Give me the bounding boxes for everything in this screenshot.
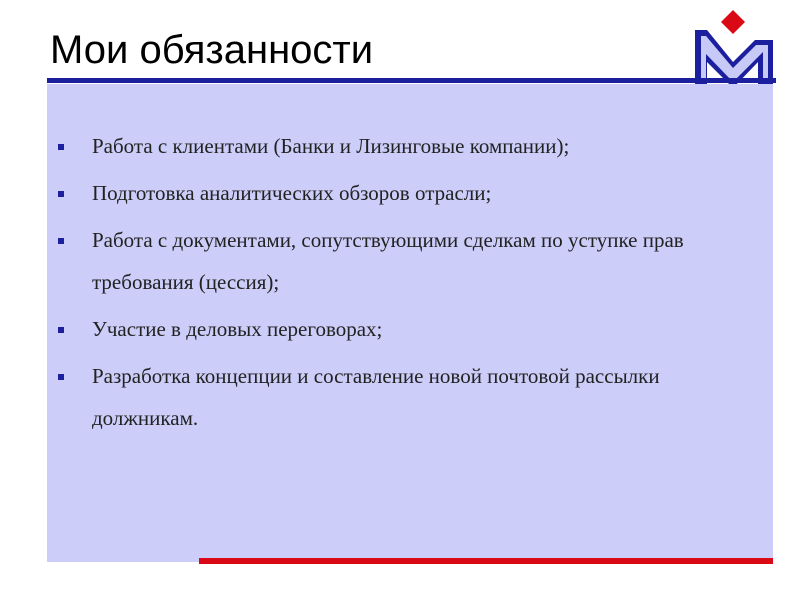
bullet-text: Разработка концепции и составление новой почтовой рассылки должникам.	[92, 364, 660, 430]
bullet-text: Подготовка аналитических обзоров отрасли;	[92, 181, 492, 205]
square-bullet-icon	[58, 144, 64, 150]
bullet-text: Работа с клиентами (Банки и Лизинговые компании);	[92, 134, 570, 158]
bullet-item	[55, 172, 760, 214]
bullet-item	[55, 219, 760, 303]
bullet-list	[55, 125, 760, 444]
bullet-item	[55, 355, 760, 439]
slide-title: Мои обязанности	[50, 28, 374, 72]
bullet-item	[55, 125, 760, 167]
bullet-item	[55, 308, 760, 350]
bottom-accent-line	[199, 558, 773, 564]
square-bullet-icon	[58, 374, 64, 380]
square-bullet-icon	[58, 191, 64, 197]
square-bullet-icon	[58, 327, 64, 333]
square-bullet-icon	[58, 238, 64, 244]
title-underline	[47, 78, 776, 83]
bullet-text: Участие в деловых переговорах;	[92, 317, 383, 341]
bullet-text: Работа с документами, сопутствующими сделкам по уступке прав требования (цессия);	[92, 228, 684, 294]
